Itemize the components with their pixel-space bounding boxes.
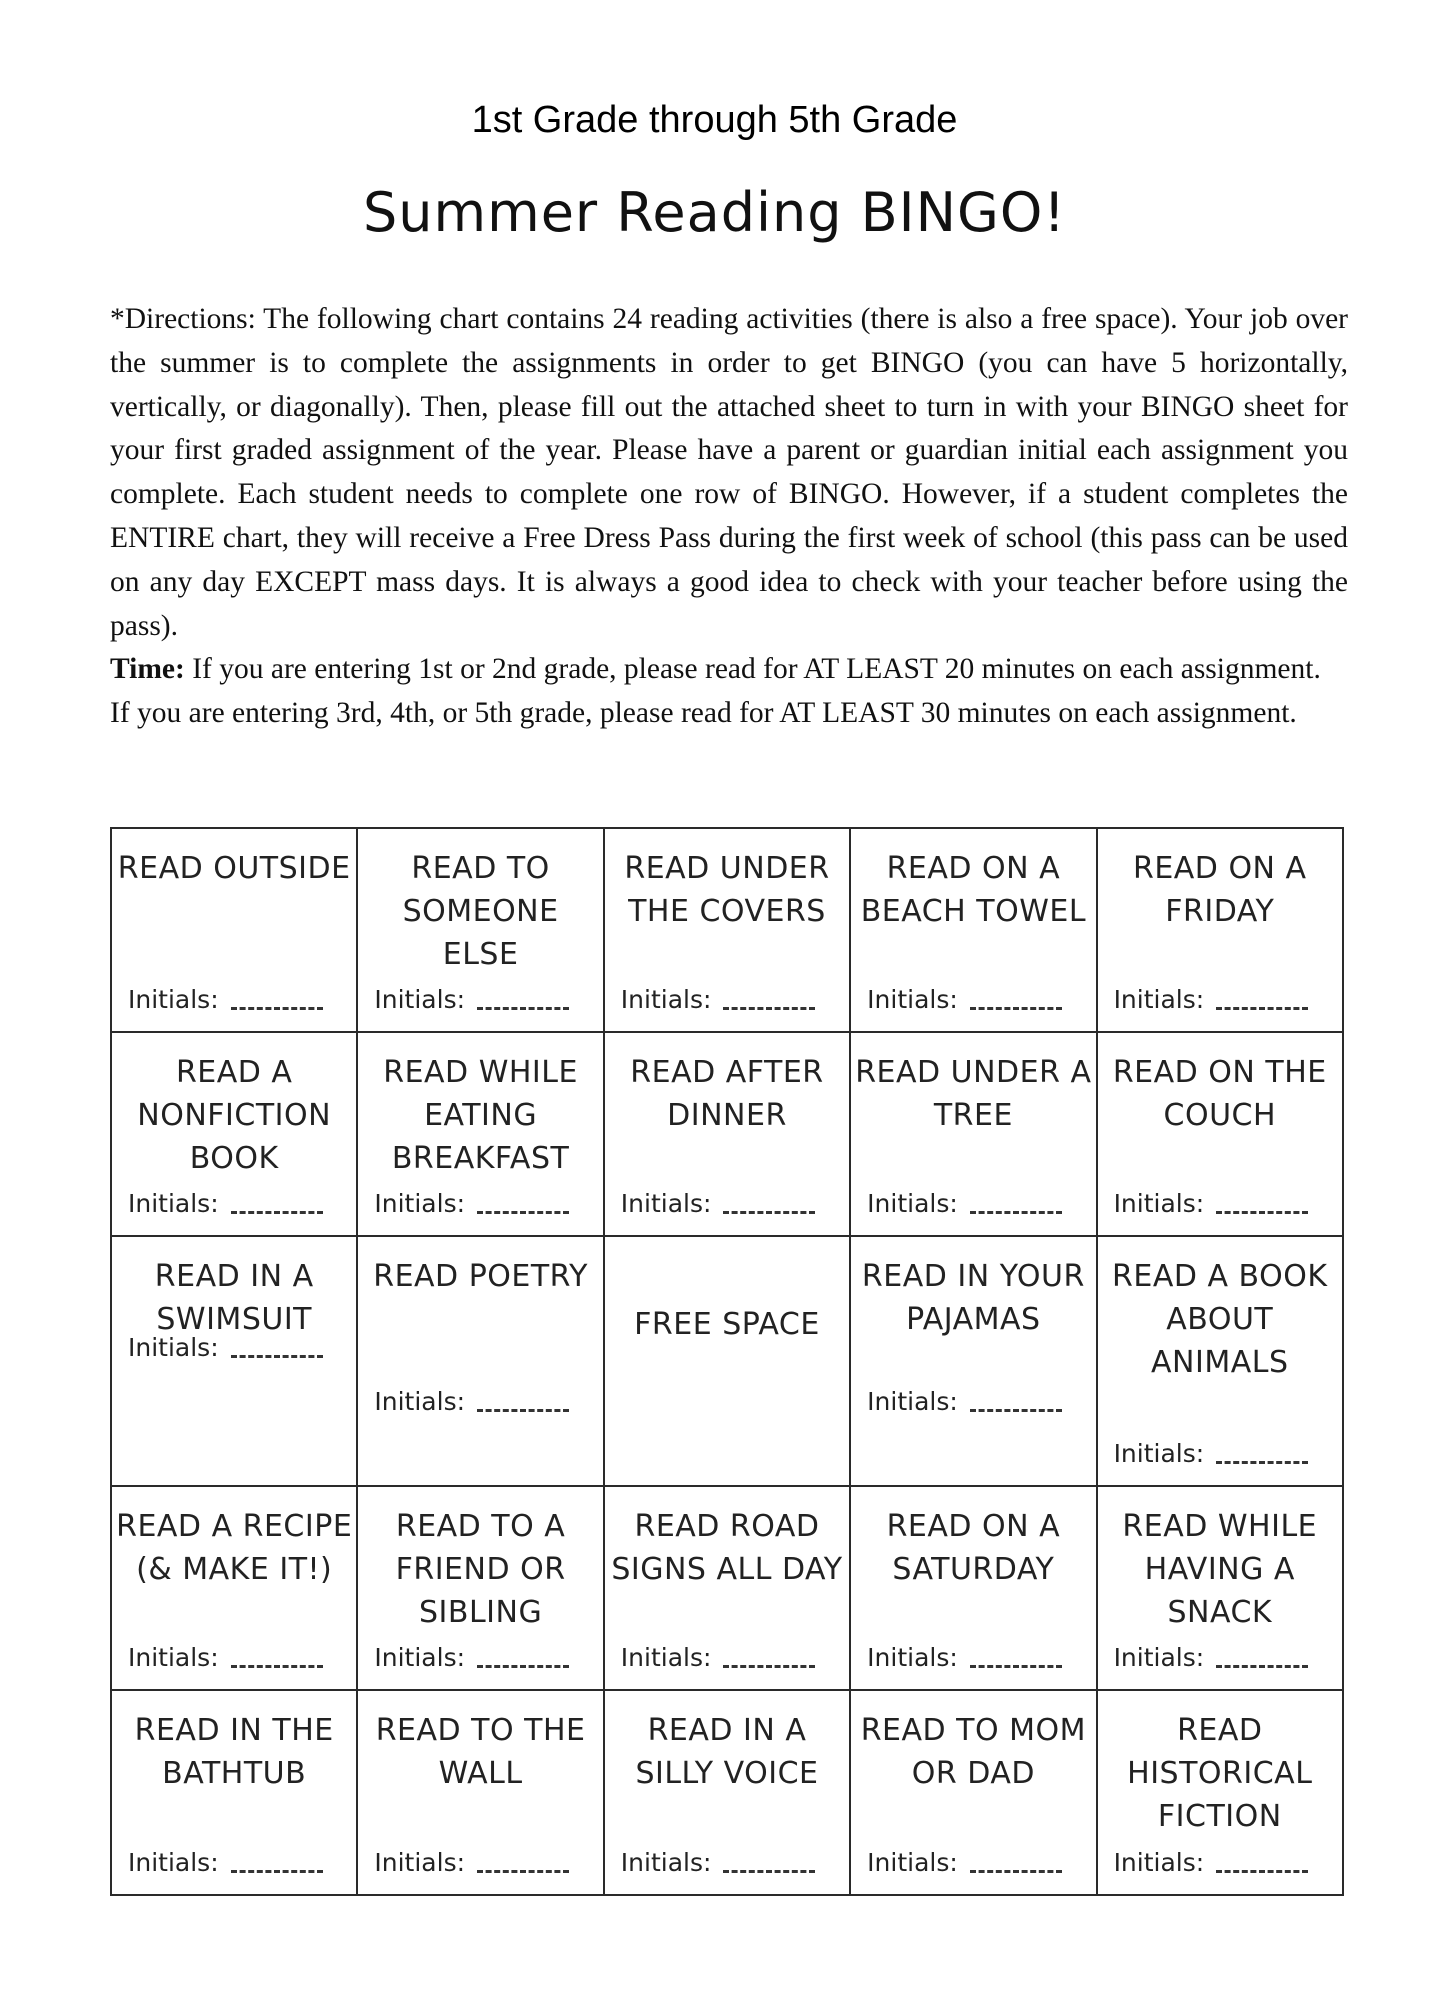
initials-field[interactable] xyxy=(374,1387,569,1417)
initials-blank-line[interactable] xyxy=(723,1211,815,1214)
time-text: If you are entering 1st or 2nd grade, please read for AT LEAST 20 minutes on each assignment. xyxy=(184,653,1321,686)
bingo-cell xyxy=(111,1236,357,1486)
bingo-cell xyxy=(111,1690,357,1895)
activity-label: READ TO SOMEONE ELSE xyxy=(402,851,559,972)
bingo-cell xyxy=(850,1032,1096,1236)
initials-field[interactable] xyxy=(621,1189,816,1219)
bingo-cell xyxy=(111,1486,357,1690)
initials-label: Initials: xyxy=(128,1333,219,1362)
bingo-cell xyxy=(111,828,357,1032)
initials-field[interactable] xyxy=(128,985,323,1015)
initials-blank-line[interactable] xyxy=(231,1355,323,1358)
activity-label: READ AFTER DINNER xyxy=(630,1055,824,1133)
bingo-cell xyxy=(1097,1486,1343,1690)
initials-blank-line[interactable] xyxy=(477,1007,569,1010)
initials-field[interactable] xyxy=(867,985,1062,1015)
initials-blank-line[interactable] xyxy=(231,1665,323,1668)
activity-label: READ UNDER A TREE xyxy=(855,1055,1092,1133)
bingo-cell xyxy=(357,1690,603,1895)
activity-label: READ IN A SWIMSUIT xyxy=(154,1259,314,1337)
initials-field[interactable] xyxy=(128,1848,323,1878)
bingo-cell xyxy=(357,828,603,1032)
initials-label: Initials: xyxy=(1113,985,1205,1014)
initials-field[interactable] xyxy=(128,1643,323,1673)
activity-label: FREE SPACE xyxy=(634,1307,820,1342)
bingo-cell xyxy=(1097,828,1343,1032)
initials-label: Initials: xyxy=(1113,1848,1205,1877)
bingo-cell xyxy=(111,1032,357,1236)
initials-field[interactable] xyxy=(128,1333,323,1363)
bingo-cell xyxy=(357,1486,603,1690)
bingo-cell xyxy=(1097,1032,1343,1236)
initials-blank-line[interactable] xyxy=(477,1870,569,1873)
initials-field[interactable] xyxy=(1114,1848,1309,1878)
initials-label: Initials: xyxy=(374,1387,466,1416)
grade-range-heading: 1st Grade through 5th Grade xyxy=(471,99,958,141)
bingo-row xyxy=(111,1236,1343,1486)
activity-label: READ POETRY xyxy=(373,1259,588,1294)
initials-label: Initials: xyxy=(620,985,712,1014)
initials-label: Initials: xyxy=(620,1189,712,1218)
initials-blank-line[interactable] xyxy=(231,1211,323,1214)
activity-label: READ HISTORICAL FICTION xyxy=(1127,1713,1313,1834)
initials-field[interactable] xyxy=(1114,985,1309,1015)
initials-blank-line[interactable] xyxy=(1216,1461,1308,1464)
initials-label: Initials: xyxy=(867,1387,958,1416)
initials-field[interactable] xyxy=(867,1387,1062,1417)
initials-field[interactable] xyxy=(374,1848,569,1878)
bingo-cell xyxy=(604,828,850,1032)
initials-field[interactable] xyxy=(128,1189,323,1219)
initials-blank-line[interactable] xyxy=(1216,1211,1308,1214)
activity-label: READ WHILE HAVING A SNACK xyxy=(1122,1509,1318,1630)
initials-label: Initials: xyxy=(128,1848,219,1877)
free-space-cell xyxy=(604,1236,850,1486)
initials-label: Initials: xyxy=(374,1189,466,1218)
activity-label: READ OUTSIDE xyxy=(117,851,351,886)
directions-block xyxy=(110,298,1348,736)
initials-label: Initials: xyxy=(374,1848,466,1877)
activity-label: READ IN A SILLY VOICE xyxy=(635,1713,819,1791)
activity-label: READ UNDER THE COVERS xyxy=(624,851,830,929)
initials-label: Initials: xyxy=(867,1643,958,1672)
bingo-row xyxy=(111,828,1343,1032)
initials-blank-line[interactable] xyxy=(723,1007,815,1010)
bingo-cell xyxy=(1097,1690,1343,1895)
activity-label: READ WHILE EATING BREAKFAST xyxy=(383,1055,578,1176)
activity-label: READ ON THE COUCH xyxy=(1112,1055,1327,1133)
initials-label: Initials: xyxy=(867,1848,958,1877)
initials-blank-line[interactable] xyxy=(970,1409,1062,1412)
initials-field[interactable] xyxy=(621,985,816,1015)
initials-label: Initials: xyxy=(128,985,219,1014)
initials-field[interactable] xyxy=(621,1643,816,1673)
initials-field[interactable] xyxy=(1114,1439,1309,1469)
time-paragraph xyxy=(110,648,1348,692)
initials-blank-line[interactable] xyxy=(1216,1870,1308,1873)
bingo-grid xyxy=(110,827,1344,1896)
activity-label: READ A BOOK ABOUT ANIMALS xyxy=(1112,1259,1328,1380)
initials-field[interactable] xyxy=(621,1848,816,1878)
bingo-row xyxy=(111,1032,1343,1236)
initials-label: Initials: xyxy=(1113,1439,1205,1468)
activity-label: READ TO A FRIEND OR SIBLING xyxy=(395,1509,566,1630)
initials-field[interactable] xyxy=(867,1643,1062,1673)
activity-label: READ ON A SATURDAY xyxy=(886,1509,1061,1587)
initials-field[interactable] xyxy=(374,1189,569,1219)
initials-blank-line[interactable] xyxy=(970,1007,1062,1010)
activity-label: READ IN YOUR PAJAMAS xyxy=(861,1259,1085,1337)
activity-label: READ ON A FRIDAY xyxy=(1132,851,1307,929)
initials-label: Initials: xyxy=(374,1643,466,1672)
initials-field[interactable] xyxy=(1114,1643,1309,1673)
bingo-cell xyxy=(604,1690,850,1895)
directions-paragraph: *Directions: The following chart contains 24 reading activities (there is also a free space). Your job over the summer is to complete the assignments in order to get BINGO (you can have 5 horizontally, vertically, or diagonally). Then, please fill out the attached sheet to turn in with your BINGO sheet for your first graded assignment of the year. Please have a parent or guardian initial each assignment you complete. Each student needs to complete one row of BINGO. However, if a student completes the ENTIRE chart, they will receive a Free Dress Pass during the first week of school (this pass can be used on any day EXCEPT mass days. It is always a good idea to check with your teacher before using the pass). xyxy=(110,303,1348,642)
initials-blank-line[interactable] xyxy=(970,1665,1062,1668)
upper-grade-paragraph: If you are entering 3rd, 4th, or 5th grade, please read for AT LEAST 30 minutes on each assignment. xyxy=(110,697,1297,730)
initials-label: Initials: xyxy=(867,1189,958,1218)
bingo-row xyxy=(111,1486,1343,1690)
initials-blank-line[interactable] xyxy=(723,1870,815,1873)
initials-blank-line[interactable] xyxy=(477,1409,569,1412)
initials-field[interactable] xyxy=(867,1848,1062,1878)
initials-blank-line[interactable] xyxy=(477,1665,569,1668)
initials-label: Initials: xyxy=(1113,1643,1205,1672)
initials-label: Initials: xyxy=(128,1189,219,1218)
bingo-cell xyxy=(357,1236,603,1486)
bingo-row xyxy=(111,1690,1343,1895)
initials-blank-line[interactable] xyxy=(970,1870,1062,1873)
bingo-cell xyxy=(850,1690,1096,1895)
initials-label: Initials: xyxy=(620,1643,712,1672)
initials-label: Initials: xyxy=(374,985,466,1014)
initials-blank-line[interactable] xyxy=(1216,1665,1308,1668)
activity-label: READ ROAD SIGNS ALL DAY xyxy=(611,1509,843,1587)
initials-blank-line[interactable] xyxy=(1216,1007,1308,1010)
activity-label: READ A RECIPE (& MAKE IT!) xyxy=(116,1509,353,1587)
activity-label: READ IN THE BATHTUB xyxy=(134,1713,334,1791)
initials-label: Initials: xyxy=(128,1643,219,1672)
bingo-cell xyxy=(850,1236,1096,1486)
initials-blank-line[interactable] xyxy=(231,1007,323,1010)
initials-field[interactable] xyxy=(374,1643,569,1673)
initials-label: Initials: xyxy=(620,1848,712,1877)
activity-label: READ A NONFICTION BOOK xyxy=(137,1055,332,1176)
initials-label: Initials: xyxy=(1113,1189,1205,1218)
initials-field[interactable] xyxy=(1114,1189,1309,1219)
initials-blank-line[interactable] xyxy=(970,1211,1062,1214)
bingo-cell xyxy=(1097,1236,1343,1486)
bingo-cell xyxy=(850,828,1096,1032)
initials-blank-line[interactable] xyxy=(231,1870,323,1873)
activity-label: READ TO MOM OR DAD xyxy=(860,1713,1087,1791)
page-title: Summer Reading BINGO! xyxy=(362,181,1066,244)
bingo-cell xyxy=(604,1032,850,1236)
initials-label: Initials: xyxy=(867,985,958,1014)
initials-field[interactable] xyxy=(374,985,569,1015)
bingo-cell xyxy=(604,1486,850,1690)
activity-label: READ ON A BEACH TOWEL xyxy=(860,851,1087,929)
initials-field[interactable] xyxy=(867,1189,1062,1219)
activity-label: READ TO THE WALL xyxy=(375,1713,586,1791)
time-label: Time: xyxy=(110,653,185,686)
bingo-cell xyxy=(850,1486,1096,1690)
initials-blank-line[interactable] xyxy=(723,1665,815,1668)
bingo-cell xyxy=(357,1032,603,1236)
initials-blank-line[interactable] xyxy=(477,1211,569,1214)
